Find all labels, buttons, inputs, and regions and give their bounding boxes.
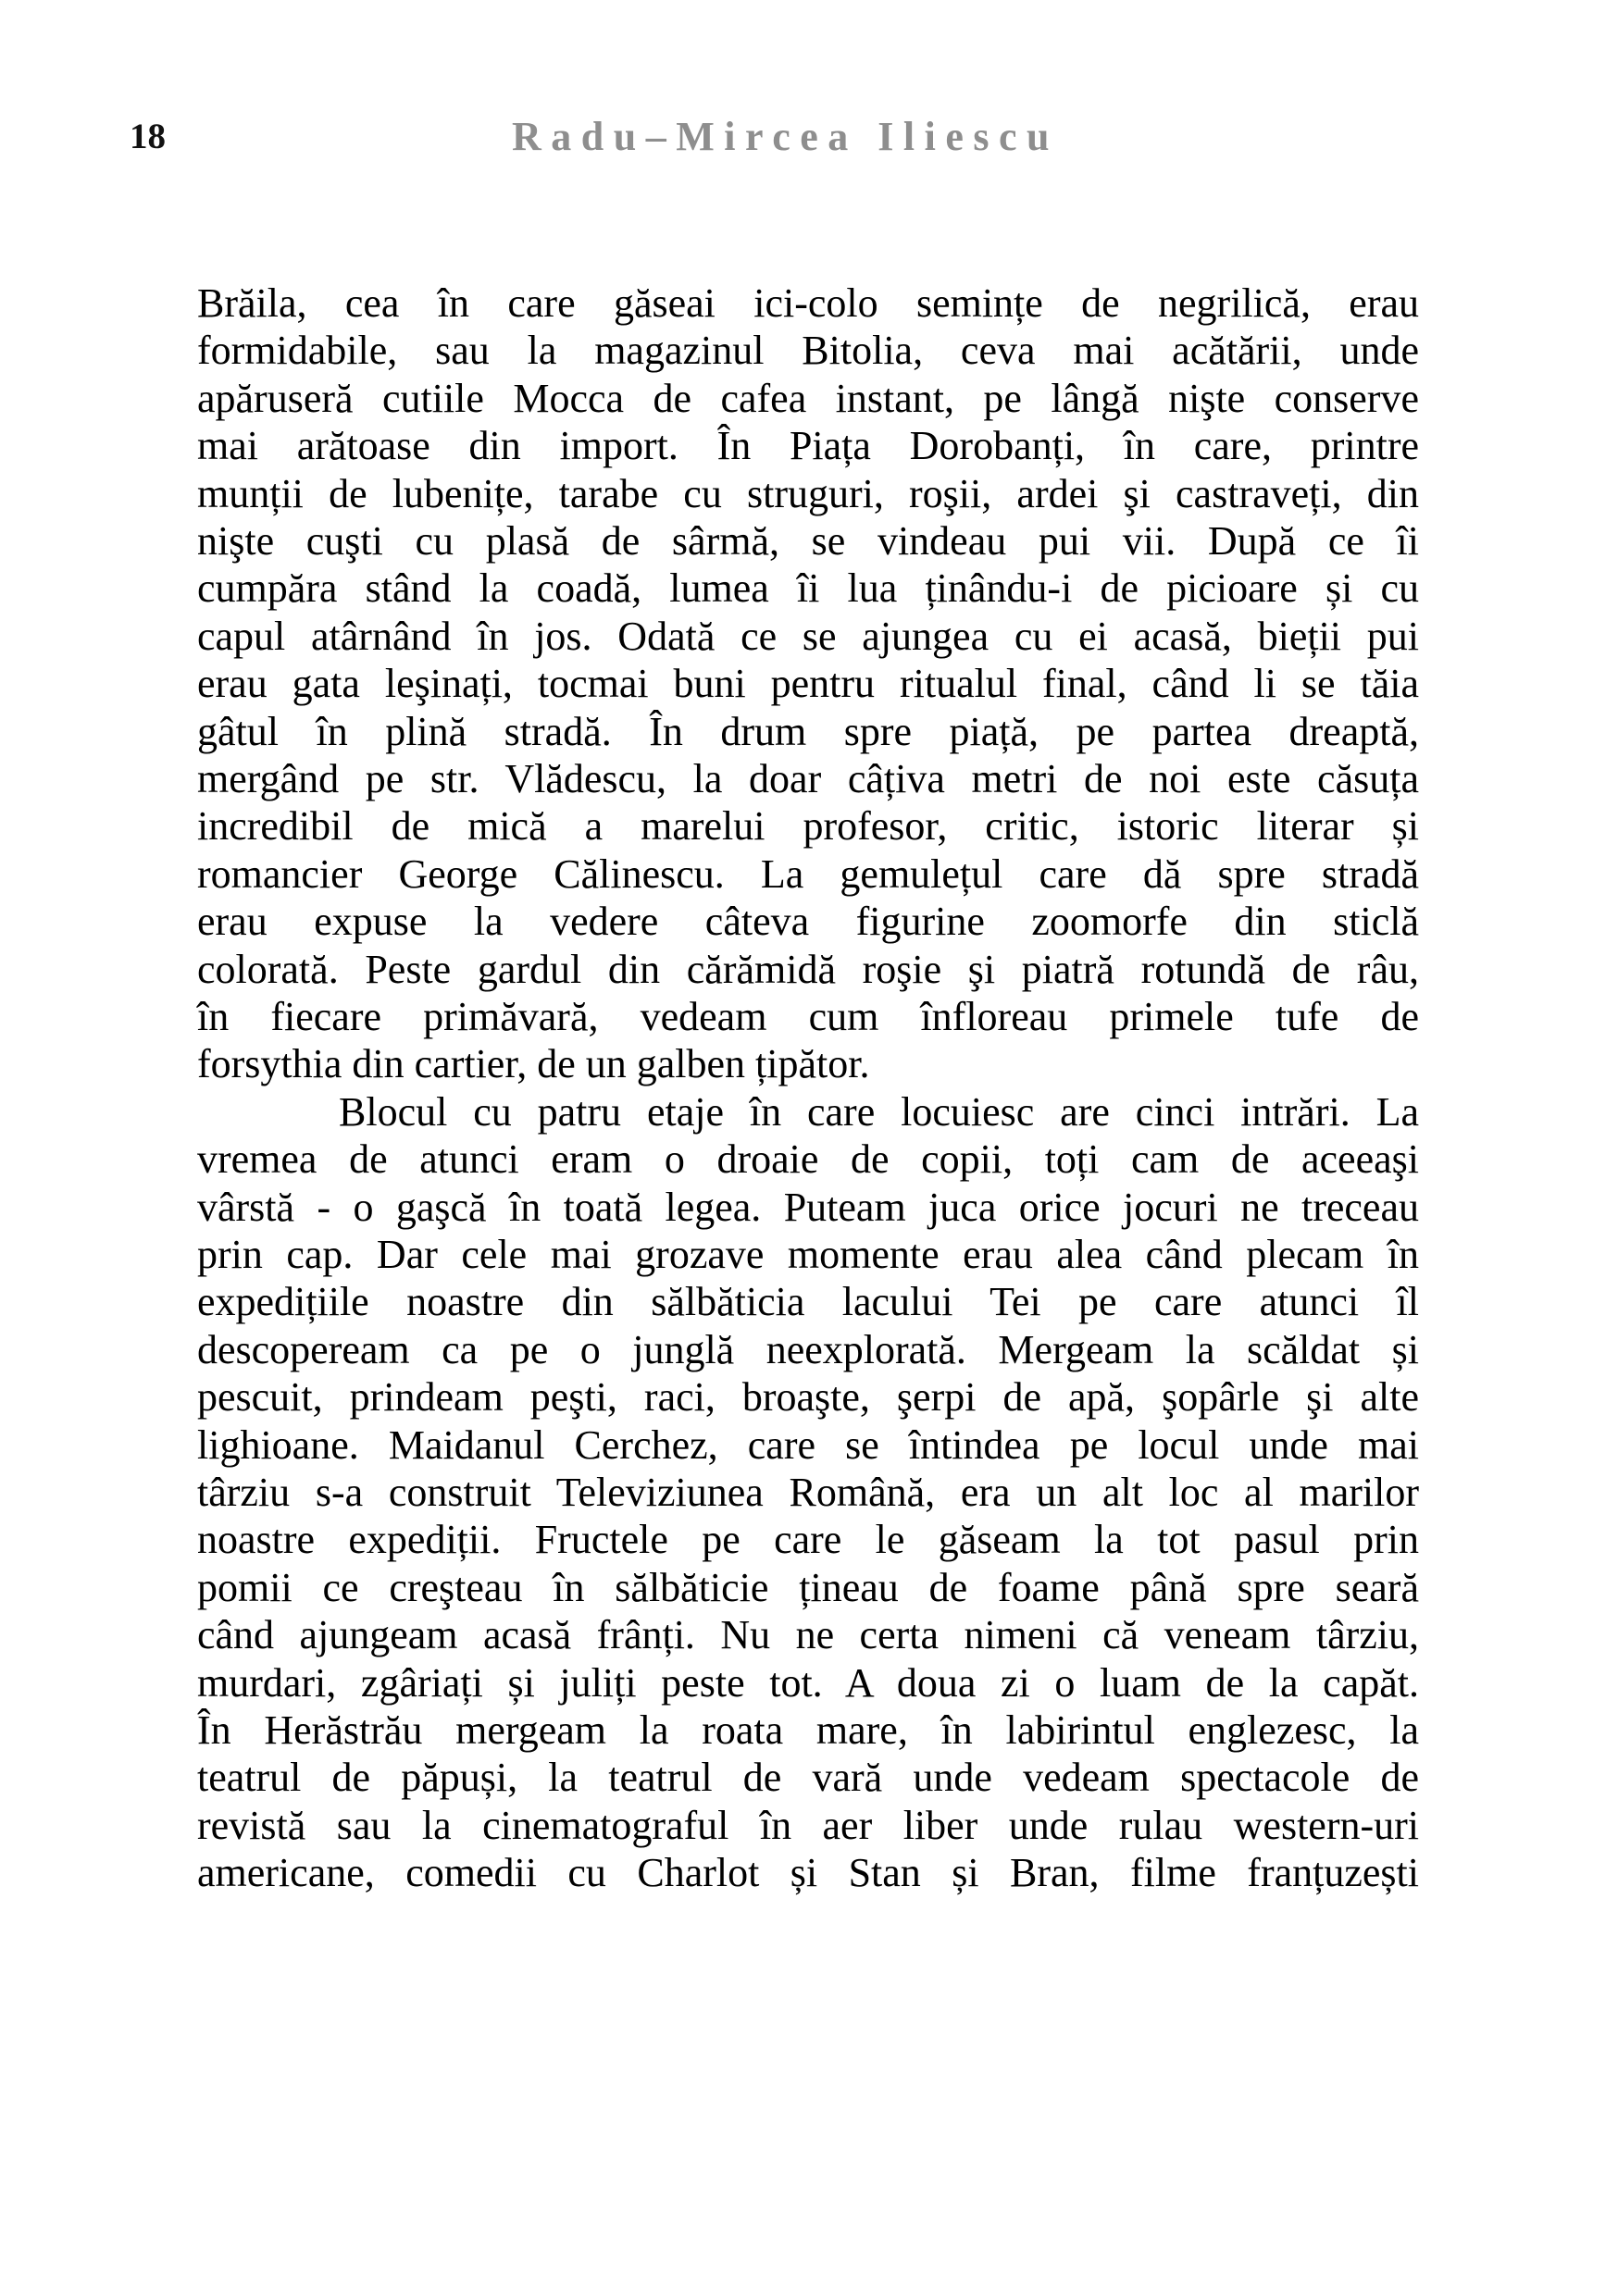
text-line: cumpăra stând la coadă, lumea îi lua ținându-i de picioare și cu — [197, 565, 1419, 612]
text-line: apăruseră cutiile Mocca de cafea instant, pe lângă nişte conserve — [197, 375, 1419, 421]
text-line: târziu s-a construit Televiziunea Română, era un alt loc al marilor — [197, 1470, 1419, 1515]
text-line: În Herăstrău mergeam la roata mare, în labirintul englezesc, la — [197, 1707, 1419, 1753]
text-line: pescuit, prindeam peşti, raci, broaşte, şerpi de apă, şopârle şi alte — [197, 1374, 1419, 1421]
text-line: capul atârnând în jos. Odată ce se ajungea cu ei acasă, bieții pui — [197, 613, 1419, 659]
running-title: Radu–Mircea Iliescu — [512, 114, 1059, 159]
text-line: Brăila, cea în care găseai ici-colo semințe de negrilică, erau — [197, 280, 1419, 326]
text-line: erau expuse la vedere câteva figurine zoomorfe din sticlă — [197, 899, 1419, 945]
text-line: nişte cuşti cu plasă de sârmă, se vindeau pui vii. După ce îi — [197, 518, 1419, 564]
text-line: în fiecare primăvară, vedeam cum înfloreau primele tufe de — [197, 994, 1419, 1039]
text-line: noastre expediții. Fructele pe care le găseam la tot pasul prin — [197, 1517, 1419, 1563]
text-line: teatrul de păpuși, la teatrul de vară unde vedeam spectacole de — [197, 1755, 1419, 1801]
page-number: 18 — [130, 117, 166, 156]
text-line: americane, comedii cu Charlot și Stan și Bran, filme franțuzești — [197, 1850, 1419, 1896]
text-line: murdari, zgâriați și juliți peste tot. A doua zi o luam de la capăt. — [197, 1659, 1419, 1706]
text-line: descopeream ca pe o junglă neexplorată. Mergeam la scăldat și — [197, 1326, 1419, 1372]
text-line: lighioane. Maidanul Cerchez, care se întindea pe locul unde mai — [197, 1421, 1419, 1468]
text-line: mergând pe str. Vlădescu, la doar câțiva metri de noi este căsuța — [197, 756, 1419, 801]
text-line: Blocul cu patru etaje în care locuiesc are cinci intrări. La — [339, 1088, 1419, 1135]
text-line: revistă sau la cinematograful în aer liber unde rulau western-uri — [197, 1802, 1419, 1848]
text-line: expedițiile noastre din sălbăticia lacului Tei pe care atunci îl — [197, 1279, 1419, 1325]
text-line: mai arătoase din import. În Piața Dorobanți, în care, printre — [197, 423, 1419, 469]
text-line: gâtul în plină stradă. În drum spre piață, pe partea dreaptă, — [197, 708, 1419, 754]
text-line: munții de lubenițe, tarabe cu struguri, roşii, ardei şi castraveți, din — [197, 470, 1419, 516]
text-line: formidabile, sau la magazinul Bitolia, ceva mai acătării, unde — [197, 328, 1419, 374]
text-line: prin cap. Dar cele mai grozave momente erau alea când plecam în — [197, 1232, 1419, 1277]
text-line: vremea de atunci eram o droaie de copii, toți cam de aceeaşi — [197, 1136, 1419, 1183]
text-line: erau gata leşinați, tocmai buni pentru ritualul final, când li se tăia — [197, 661, 1419, 707]
text-line: pomii ce creşteau în sălbăticie țineau de foame până spre seară — [197, 1564, 1419, 1610]
text-line: incredibil de mică a marelui profesor, critic, istoric literar și — [197, 803, 1419, 850]
text-line: forsythia din cartier, de un galben țipător. — [197, 1041, 870, 1087]
text-line: când ajungeam acasă frânți. Nu ne certa nimeni că veneam târziu, — [197, 1612, 1419, 1658]
text-line: vârstă - o gaşcă în toată legea. Puteam juca orice jocuri ne treceau — [197, 1184, 1419, 1230]
text-line: colorată. Peste gardul din cărămidă roşie şi piatră rotundă de râu, — [197, 946, 1419, 992]
text-line: romancier George Călinescu. La gemulețul care dă spre stradă — [197, 850, 1419, 897]
